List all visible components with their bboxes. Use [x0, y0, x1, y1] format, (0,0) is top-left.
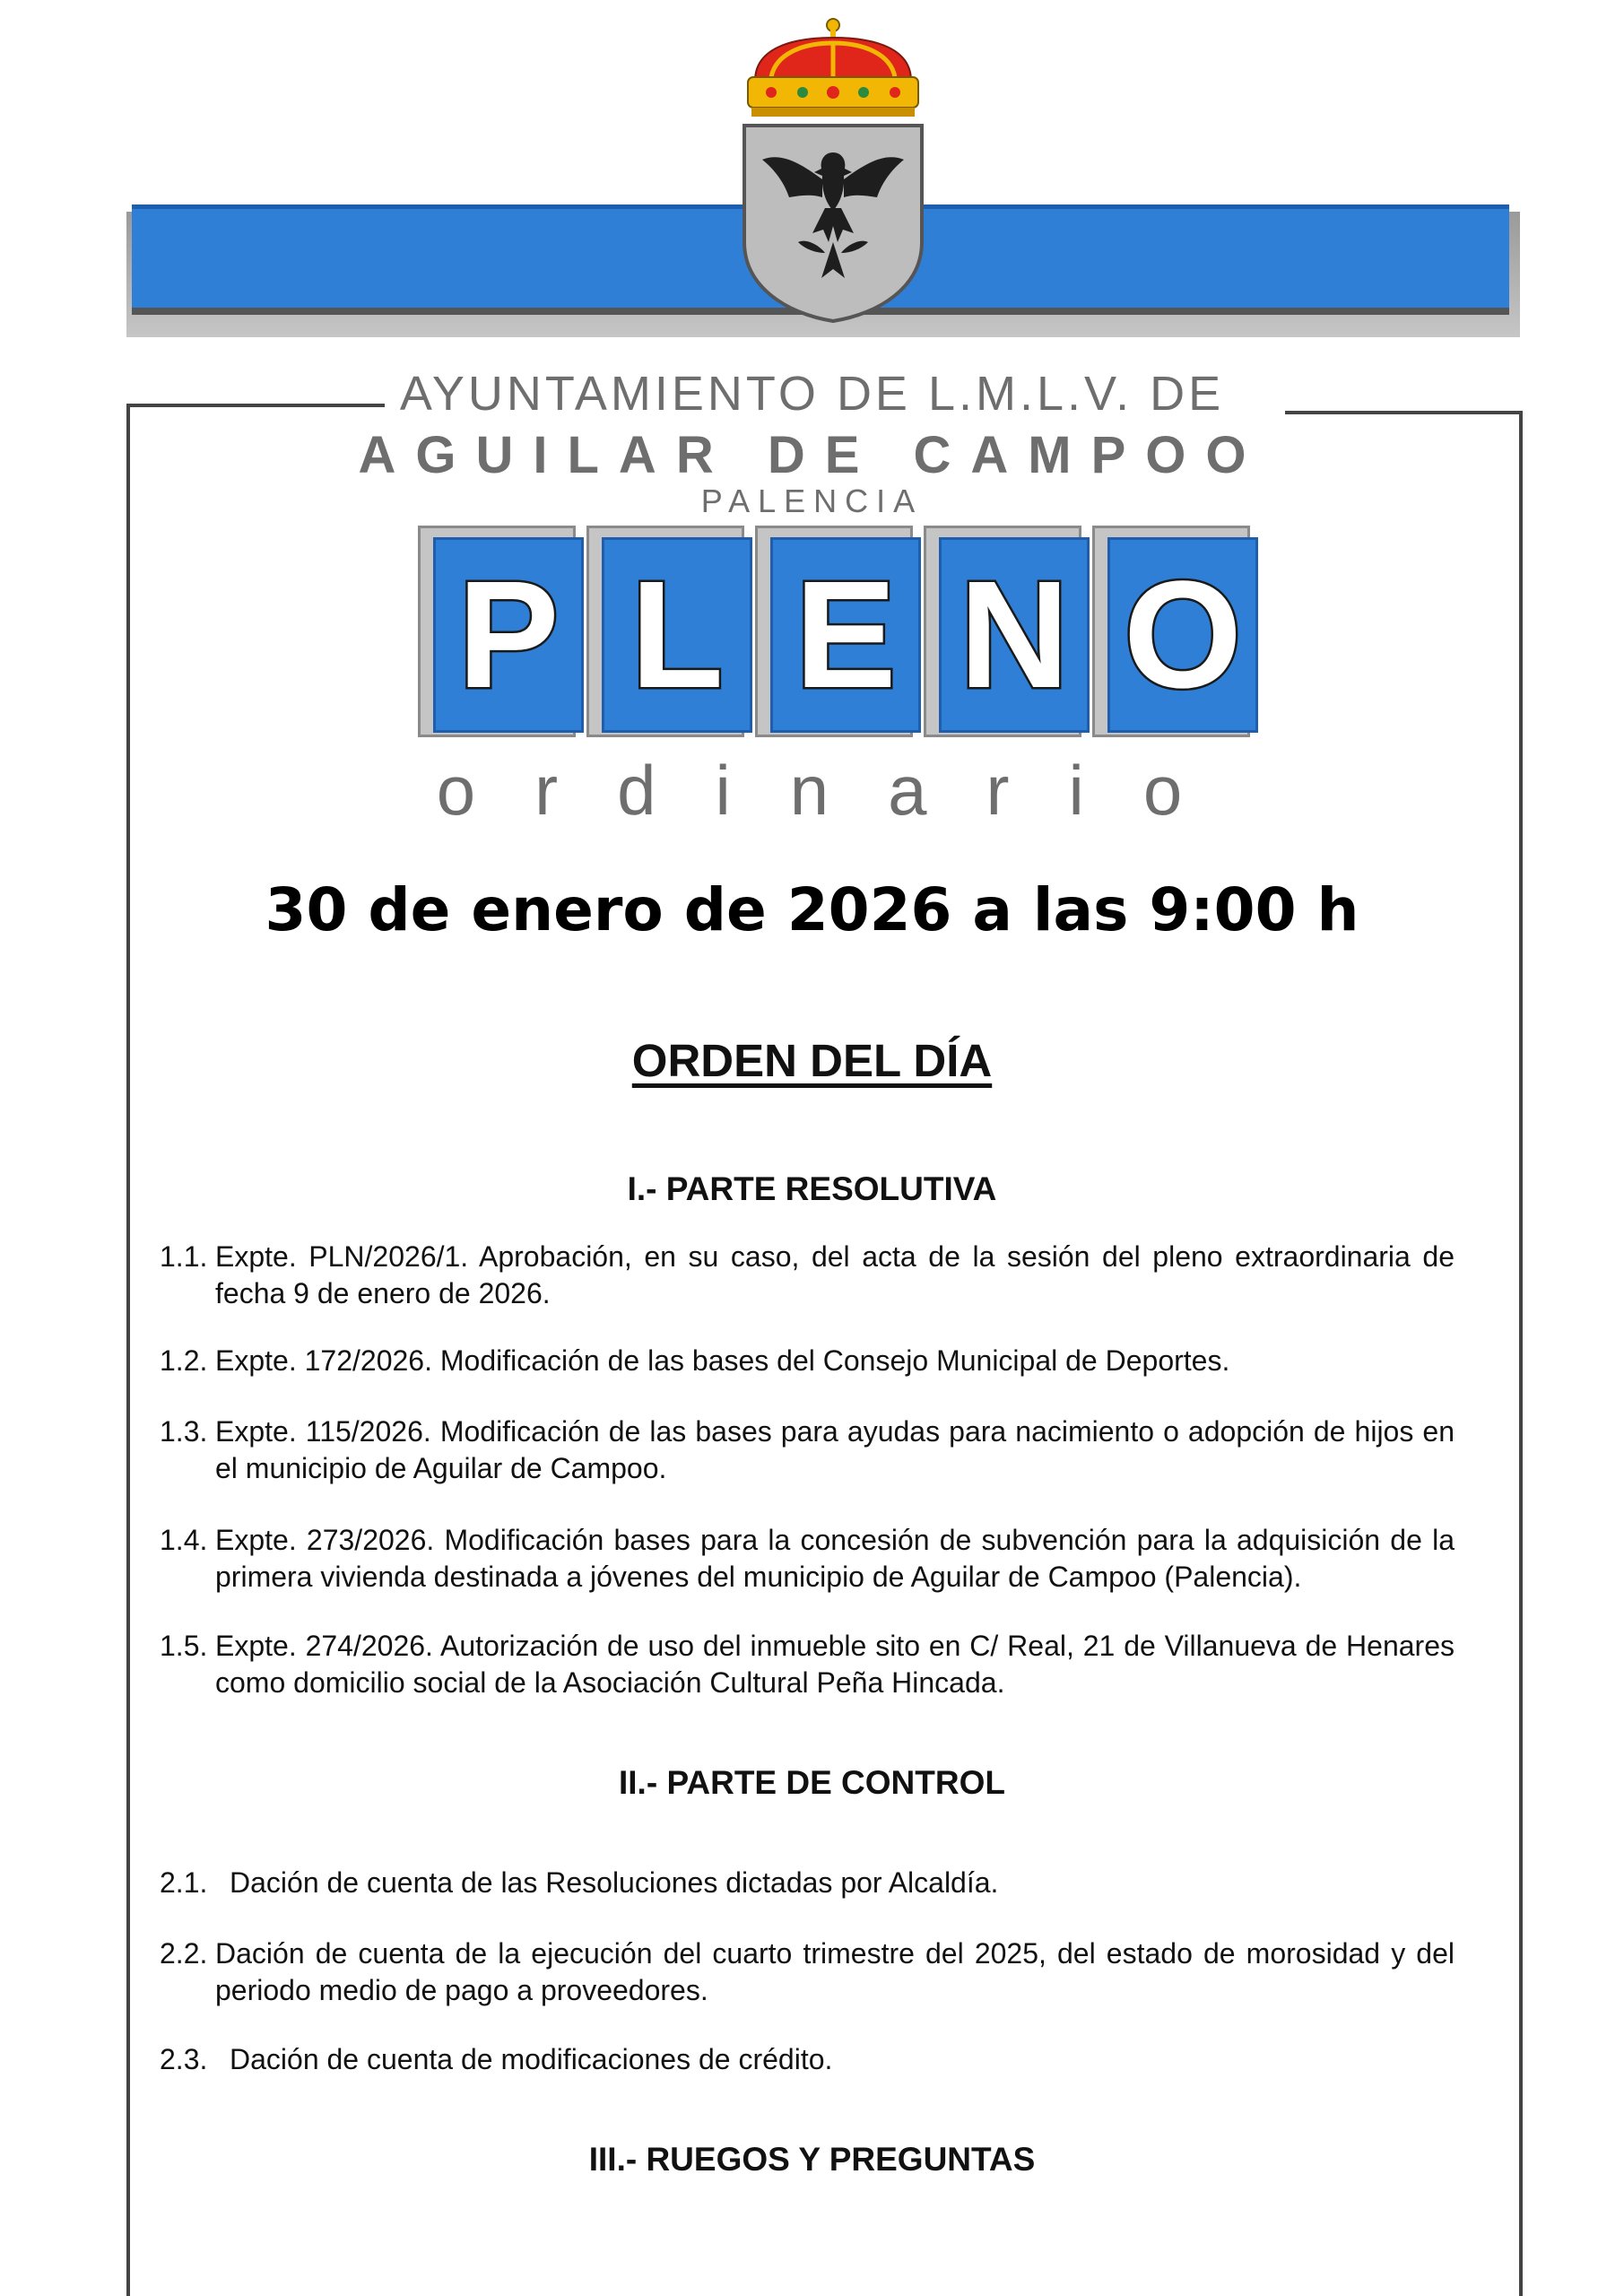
- agenda-title: ORDEN DEL DÍA: [631, 1035, 993, 1086]
- pleno-tile: [755, 526, 913, 737]
- pleno-tile: [1092, 526, 1250, 737]
- item-number: 1.1.: [160, 1240, 208, 1273]
- item-text: Expte. 273/2026. Modificación bases para la concesión de subvención para la adquisición de la primera vivienda destinada a jóvenes del municipio de Aguilar de Campoo (Palencia).: [215, 1524, 1455, 1593]
- crown-icon: [748, 19, 918, 117]
- section-title: I.- PARTE RESOLUTIVA: [627, 1170, 997, 1207]
- agenda-item: [160, 1413, 1455, 1487]
- section-title: III.- RUEGOS Y PREGUNTAS: [588, 2141, 1036, 2178]
- section-title: II.- PARTE DE CONTROL: [619, 1764, 1005, 1801]
- item-text: Expte. 274/2026. Autorización de uso del inmueble sito en C/ Real, 21 de Villanueva de Henares como domicilio social de la Asociación Cultural Peña Hincada.: [215, 1630, 1455, 1699]
- pleno-letter: N: [959, 550, 1070, 720]
- pleno-letter: P: [457, 550, 560, 720]
- institution-line-2: AGUILAR DE CAMPOO: [358, 426, 1266, 484]
- agenda-item: [160, 1239, 1455, 1312]
- item-text: Dación de cuenta de las Resoluciones dictadas por Alcaldía.: [230, 1866, 999, 1899]
- item-number: 2.2.: [160, 1937, 208, 1970]
- agenda-item: [160, 1935, 1455, 2009]
- session-type: ordinario: [436, 751, 1242, 830]
- item-number: 1.5.: [160, 1630, 208, 1662]
- pleno-letter: E: [795, 550, 897, 720]
- item-number: 1.2.: [160, 1344, 208, 1377]
- agenda-item: [160, 1522, 1455, 1596]
- item-text: Dación de cuenta de la ejecución del cuarto trimestre del 2025, del estado de morosidad y del periodo medio de pago a proveedores.: [215, 1937, 1455, 2006]
- pleno-tile: [924, 526, 1081, 737]
- agenda-item: [160, 1628, 1455, 1701]
- item-text: Expte. PLN/2026/1. Aprobación, en su caso, del acta de la sesión del pleno extraordinaria de fecha 9 de enero de 2026.: [215, 1240, 1455, 1309]
- province: PALENCIA: [700, 483, 924, 519]
- item-number: 1.4.: [160, 1524, 208, 1556]
- frame-left: [126, 404, 130, 2296]
- item-text: Dación de cuenta de modificaciones de crédito.: [230, 2043, 833, 2075]
- item-number: 1.3.: [160, 1415, 208, 1448]
- agenda-item: [160, 2041, 1455, 2078]
- institution-line-1: AYUNTAMIENTO DE L.M.L.V. DE: [399, 367, 1225, 421]
- item-number: 2.3.: [160, 2043, 208, 2075]
- pleno-tile: [418, 526, 576, 737]
- item-number: 2.1.: [160, 1866, 208, 1899]
- item-text: Expte. 115/2026. Modificación de las bases para ayudas para nacimiento o adopción de hijos en el municipio de Aguilar de Campoo.: [215, 1415, 1455, 1484]
- pleno-letter: L: [630, 550, 724, 720]
- pleno-tile: [586, 526, 744, 737]
- frame-right: [1519, 411, 1523, 2296]
- pleno-letter: O: [1123, 550, 1243, 720]
- coat-of-arms-icon: [735, 18, 931, 323]
- agenda-item: [160, 1865, 1455, 1901]
- session-date: 30 de enero de 2026 a las 9:00 h: [265, 875, 1359, 944]
- item-text: Expte. 172/2026. Modificación de las bases del Consejo Municipal de Deportes.: [215, 1344, 1230, 1377]
- agenda-item: [160, 1343, 1455, 1379]
